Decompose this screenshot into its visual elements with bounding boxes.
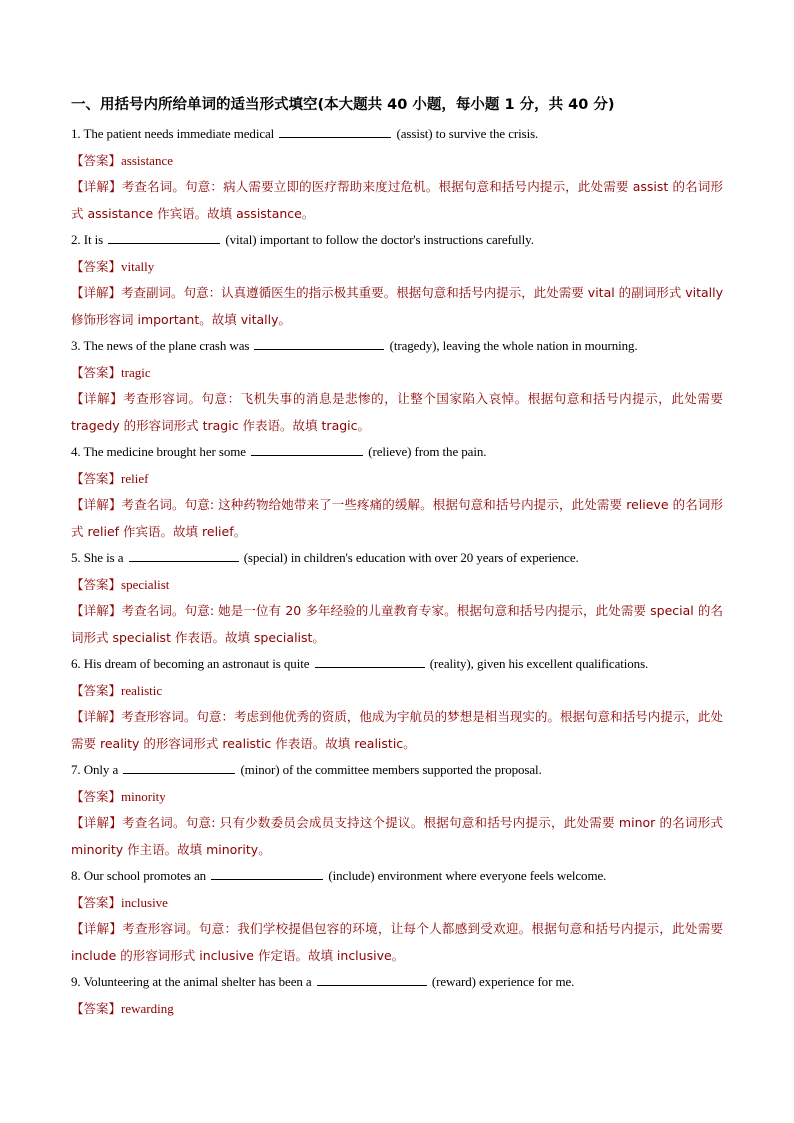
answer-tag: 【答案】 bbox=[71, 1000, 122, 1016]
answer-tag: 【答案】 bbox=[71, 682, 122, 698]
answer-blank[interactable] bbox=[211, 866, 323, 880]
question-4 bbox=[71, 439, 723, 466]
answer-text: inclusive bbox=[121, 894, 168, 910]
answer-tag: 【答案】 bbox=[71, 788, 122, 804]
question-8 bbox=[71, 863, 723, 890]
detail-text: 考查形容词。句意：我们学校提倡包容的环境，让每个人都感到受欢迎。根据句意和括号内提示，此处需要 include 的形容词形式 inclusive 作定语。故填 inclusive。 bbox=[71, 921, 723, 963]
detail-tag: 【详解】 bbox=[71, 285, 122, 300]
detail-7 bbox=[71, 810, 723, 863]
question-number: 5. bbox=[71, 550, 81, 565]
answer-blank[interactable] bbox=[254, 336, 384, 350]
question-hint: (special) in children's education with over 20 years of experience. bbox=[243, 550, 579, 565]
detail-text: 考查副词。句意：认真遵循医生的指示极其重要。根据句意和括号内提示，此处需要 vital 的副词形式 vitally 修饰形容词 important。故填 vitally。 bbox=[71, 285, 723, 327]
answer-tag: 【答案】 bbox=[71, 894, 122, 910]
answer-line-5 bbox=[71, 572, 723, 599]
question-hint: (reward) experience for me. bbox=[431, 974, 575, 989]
detail-tag: 【详解】 bbox=[71, 921, 123, 936]
answer-text: vitally bbox=[121, 258, 155, 274]
question-hint: (include) environment where everyone feels welcome. bbox=[328, 868, 607, 883]
answer-blank[interactable] bbox=[123, 760, 235, 774]
detail-text: 考查形容词。句意：飞机失事的消息是悲惨的，让整个国家陷入哀悼。根据句意和括号内提示，此处需要 tragedy 的形容词形式 tragic 作表语。故填 tragic。 bbox=[71, 391, 723, 433]
detail-tag: 【详解】 bbox=[71, 179, 122, 194]
question-text: Volunteering at the animal shelter has been a bbox=[83, 974, 312, 989]
answer-tag: 【答案】 bbox=[71, 364, 122, 380]
answer-blank[interactable] bbox=[279, 124, 391, 138]
answer-line-2 bbox=[71, 254, 723, 281]
detail-tag: 【详解】 bbox=[71, 391, 124, 406]
question-hint: (tragedy), leaving the whole nation in mourning. bbox=[389, 338, 638, 353]
answer-text: minority bbox=[121, 788, 166, 804]
question-text: His dream of becoming an astronaut is quite bbox=[83, 656, 310, 671]
question-number: 8. bbox=[71, 868, 81, 883]
question-hint: (reality), given his excellent qualifications. bbox=[429, 656, 649, 671]
question-9 bbox=[71, 969, 723, 996]
detail-tag: 【详解】 bbox=[71, 497, 122, 512]
answer-line-8 bbox=[71, 890, 723, 917]
detail-5 bbox=[71, 598, 723, 651]
question-3 bbox=[71, 333, 723, 360]
question-text: She is a bbox=[83, 550, 124, 565]
question-text: The medicine brought her some bbox=[83, 444, 246, 459]
detail-text: 考查形容词。句意：考虑到他优秀的资质，他成为宇航员的梦想是相当现实的。根据句意和括号内提示，此处需要 reality 的形容词形式 realistic 作表语。故填 realistic。 bbox=[71, 709, 723, 751]
question-text: Only a bbox=[83, 762, 119, 777]
detail-text: 考查名词。句意: 她是一位有 20 多年经验的儿童教育专家。根据句意和括号内提示，此处需要 special 的名词形式 specialist 作表语。故填 specialist。 bbox=[71, 603, 723, 645]
question-number: 7. bbox=[71, 762, 81, 777]
detail-text: 考查名词。句意: 这种药物给她带来了一些疼痛的缓解。根据句意和括号内提示，此处需要 relieve 的名词形式 relief 作宾语。故填 relief。 bbox=[71, 497, 723, 539]
question-number: 1. bbox=[71, 126, 81, 141]
question-1 bbox=[71, 121, 723, 148]
answer-tag: 【答案】 bbox=[71, 258, 122, 274]
detail-text: 考查名词。句意：病人需要立即的医疗帮助来度过危机。根据句意和括号内提示，此处需要 assist 的名词形式 assistance 作宾语。故填 assistance。 bbox=[71, 179, 723, 221]
detail-8 bbox=[71, 916, 723, 969]
answer-blank[interactable] bbox=[129, 548, 239, 562]
detail-text: 考查名词。句意: 只有少数委员会成员支持这个提议。根据句意和括号内提示，此处需要 minor 的名词形式 minority 作主语。故填 minority。 bbox=[71, 815, 723, 857]
question-7 bbox=[71, 757, 723, 784]
detail-tag: 【详解】 bbox=[71, 709, 122, 724]
answer-line-3 bbox=[71, 360, 723, 387]
document-page bbox=[71, 95, 723, 1022]
detail-2 bbox=[71, 280, 723, 333]
question-number: 9. bbox=[71, 974, 81, 989]
answer-tag: 【答案】 bbox=[71, 470, 122, 486]
answer-blank[interactable] bbox=[315, 654, 425, 668]
question-hint: (assist) to survive the crisis. bbox=[396, 126, 539, 141]
question-number: 4. bbox=[71, 444, 81, 459]
question-number: 3. bbox=[71, 338, 81, 353]
detail-6 bbox=[71, 704, 723, 757]
detail-1 bbox=[71, 174, 723, 227]
question-5 bbox=[71, 545, 723, 572]
answer-text: tragic bbox=[121, 364, 151, 380]
answer-text: specialist bbox=[121, 576, 170, 592]
answer-line-1 bbox=[71, 148, 723, 175]
answer-blank[interactable] bbox=[108, 230, 220, 244]
answer-tag: 【答案】 bbox=[71, 152, 122, 168]
detail-4 bbox=[71, 492, 723, 545]
question-6 bbox=[71, 651, 723, 678]
answer-line-7 bbox=[71, 784, 723, 811]
answer-line-6 bbox=[71, 678, 723, 705]
section-title: 一、用括号内所给单词的适当形式填空(本大题共 40 小题，每小题 1 分，共 40 分) bbox=[71, 97, 615, 113]
detail-3 bbox=[71, 386, 723, 439]
question-2 bbox=[71, 227, 723, 254]
detail-tag: 【详解】 bbox=[71, 603, 122, 618]
answer-line-9 bbox=[71, 996, 723, 1023]
answer-blank[interactable] bbox=[251, 442, 363, 456]
question-number: 2. bbox=[71, 232, 81, 247]
question-text: Our school promotes an bbox=[83, 868, 207, 883]
answer-text: assistance bbox=[121, 152, 173, 168]
question-hint: (vital) important to follow the doctor's instructions carefully. bbox=[225, 232, 534, 247]
answer-text: rewarding bbox=[121, 1000, 174, 1016]
question-text: The patient needs immediate medical bbox=[83, 126, 275, 141]
answer-text: relief bbox=[121, 470, 149, 486]
question-text: The news of the plane crash was bbox=[83, 338, 250, 353]
answer-tag: 【答案】 bbox=[71, 576, 122, 592]
question-hint: (minor) of the committee members supported the proposal. bbox=[240, 762, 542, 777]
answer-text: realistic bbox=[121, 682, 163, 698]
question-hint: (relieve) from the pain. bbox=[368, 444, 487, 459]
answer-blank[interactable] bbox=[317, 972, 427, 986]
detail-tag: 【详解】 bbox=[71, 815, 122, 830]
question-text: It is bbox=[83, 232, 104, 247]
question-number: 6. bbox=[71, 656, 81, 671]
answer-line-4 bbox=[71, 466, 723, 493]
